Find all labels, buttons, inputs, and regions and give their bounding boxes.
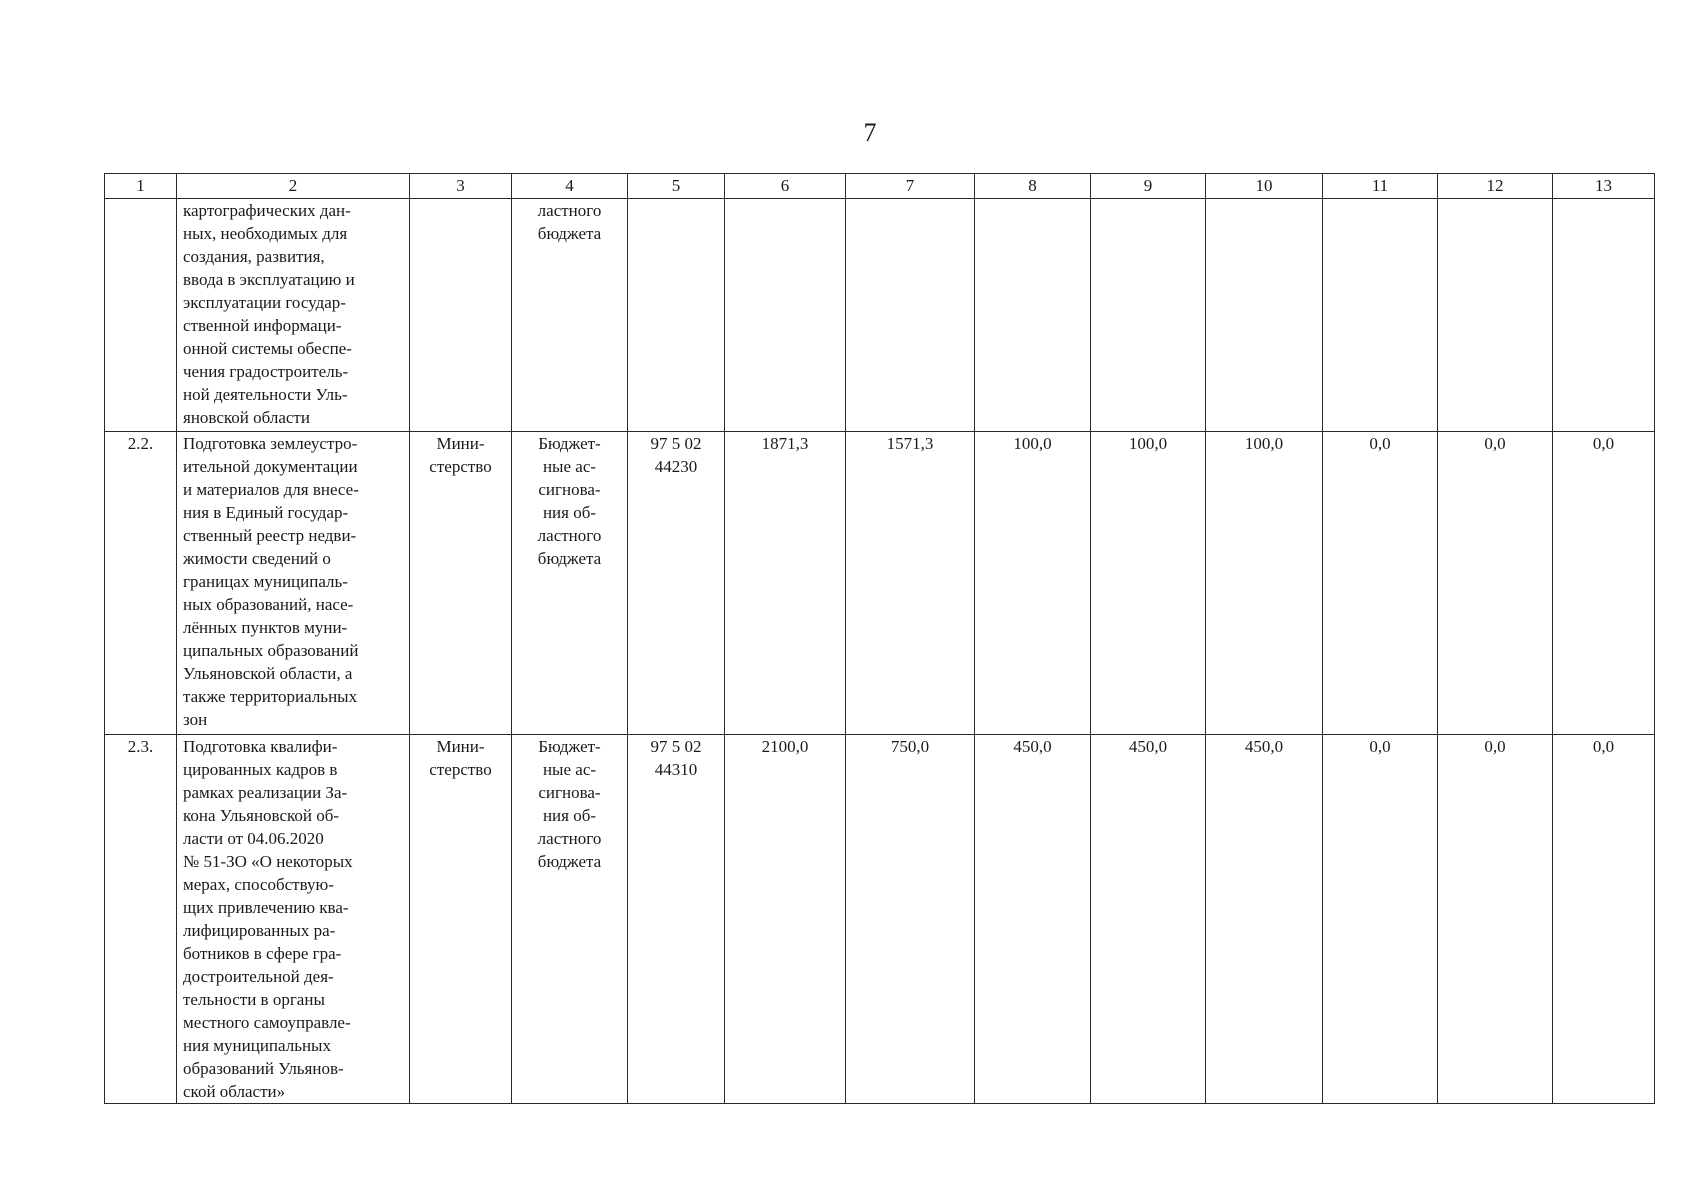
value-col-11: 0,0 — [1323, 735, 1438, 1104]
value-col-7 — [846, 199, 975, 432]
value-col-7: 750,0 — [846, 735, 975, 1104]
column-header: 2 — [177, 174, 410, 199]
value-col-8: 450,0 — [975, 735, 1091, 1104]
funding-source: Бюджет- ные ас- сигнова- ния об- ластного бюджета — [512, 735, 628, 1104]
budget-code: 97 5 02 44230 — [628, 432, 725, 735]
column-header: 10 — [1206, 174, 1323, 199]
value-col-6: 1871,3 — [725, 432, 846, 735]
value-col-10: 450,0 — [1206, 735, 1323, 1104]
column-number-row — [105, 174, 1655, 199]
column-header: 6 — [725, 174, 846, 199]
row-number — [105, 199, 177, 432]
value-col-6: 2100,0 — [725, 735, 846, 1104]
budget-code: 97 5 02 44310 — [628, 735, 725, 1104]
page-number: 7 — [863, 118, 877, 147]
value-col-11 — [1323, 199, 1438, 432]
column-header: 3 — [410, 174, 512, 199]
activity-name: Подготовка квалифи- цированных кадров в рамках реализации За- кона Ульяновской об- ласти от 04.06.2020 № 51-ЗО «О некоторых мерах, способствую- щих привлечению ква- лифицированных ра- ботников в сфере гра- достроительной дея- тельности в органы местного самоуправле- ния муниципальных образований Ульянов- ской области» — [177, 735, 410, 1104]
value-col-12 — [1438, 199, 1553, 432]
column-header: 12 — [1438, 174, 1553, 199]
value-col-8 — [975, 199, 1091, 432]
activity-name: Подготовка землеустро- ительной документации и материалов для внесе- ния в Единый государ- ственный реестр недви- жимости сведений о границах муниципаль- ных образований, насе- лённых пунктов муни- ципальных образований Ульяновской области, а также территориальных зон — [177, 432, 410, 735]
column-header: 4 — [512, 174, 628, 199]
executor — [410, 199, 512, 432]
row-number: 2.3. — [105, 735, 177, 1104]
column-header: 8 — [975, 174, 1091, 199]
column-header: 11 — [1323, 174, 1438, 199]
budget-code — [628, 199, 725, 432]
table-row — [105, 735, 1655, 1104]
row-number: 2.2. — [105, 432, 177, 735]
table-row — [105, 199, 1655, 432]
funding-source: Бюджет- ные ас- сигнова- ния об- ластного бюджета — [512, 432, 628, 735]
value-col-12: 0,0 — [1438, 432, 1553, 735]
column-header: 1 — [105, 174, 177, 199]
value-col-13: 0,0 — [1553, 432, 1655, 735]
value-col-13 — [1553, 199, 1655, 432]
value-col-6 — [725, 199, 846, 432]
value-col-10: 100,0 — [1206, 432, 1323, 735]
value-col-9 — [1091, 199, 1206, 432]
value-col-10 — [1206, 199, 1323, 432]
executor: Мини- стерство — [410, 735, 512, 1104]
executor: Мини- стерство — [410, 432, 512, 735]
value-col-9: 100,0 — [1091, 432, 1206, 735]
funding-source: ластного бюджета — [512, 199, 628, 432]
value-col-12: 0,0 — [1438, 735, 1553, 1104]
column-header: 7 — [846, 174, 975, 199]
budget-table — [104, 173, 1655, 1104]
column-header: 13 — [1553, 174, 1655, 199]
value-col-13: 0,0 — [1553, 735, 1655, 1104]
column-header: 5 — [628, 174, 725, 199]
activity-name: картографических дан- ных, необходимых для создания, развития, ввода в эксплуатацию и эксплуатации государ- ственной информаци- онной системы обеспе- чения градостроитель- ной деятельности Уль- яновской области — [177, 199, 410, 432]
value-col-9: 450,0 — [1091, 735, 1206, 1104]
value-col-11: 0,0 — [1323, 432, 1438, 735]
value-col-8: 100,0 — [975, 432, 1091, 735]
table-row — [105, 432, 1655, 735]
column-header: 9 — [1091, 174, 1206, 199]
value-col-7: 1571,3 — [846, 432, 975, 735]
